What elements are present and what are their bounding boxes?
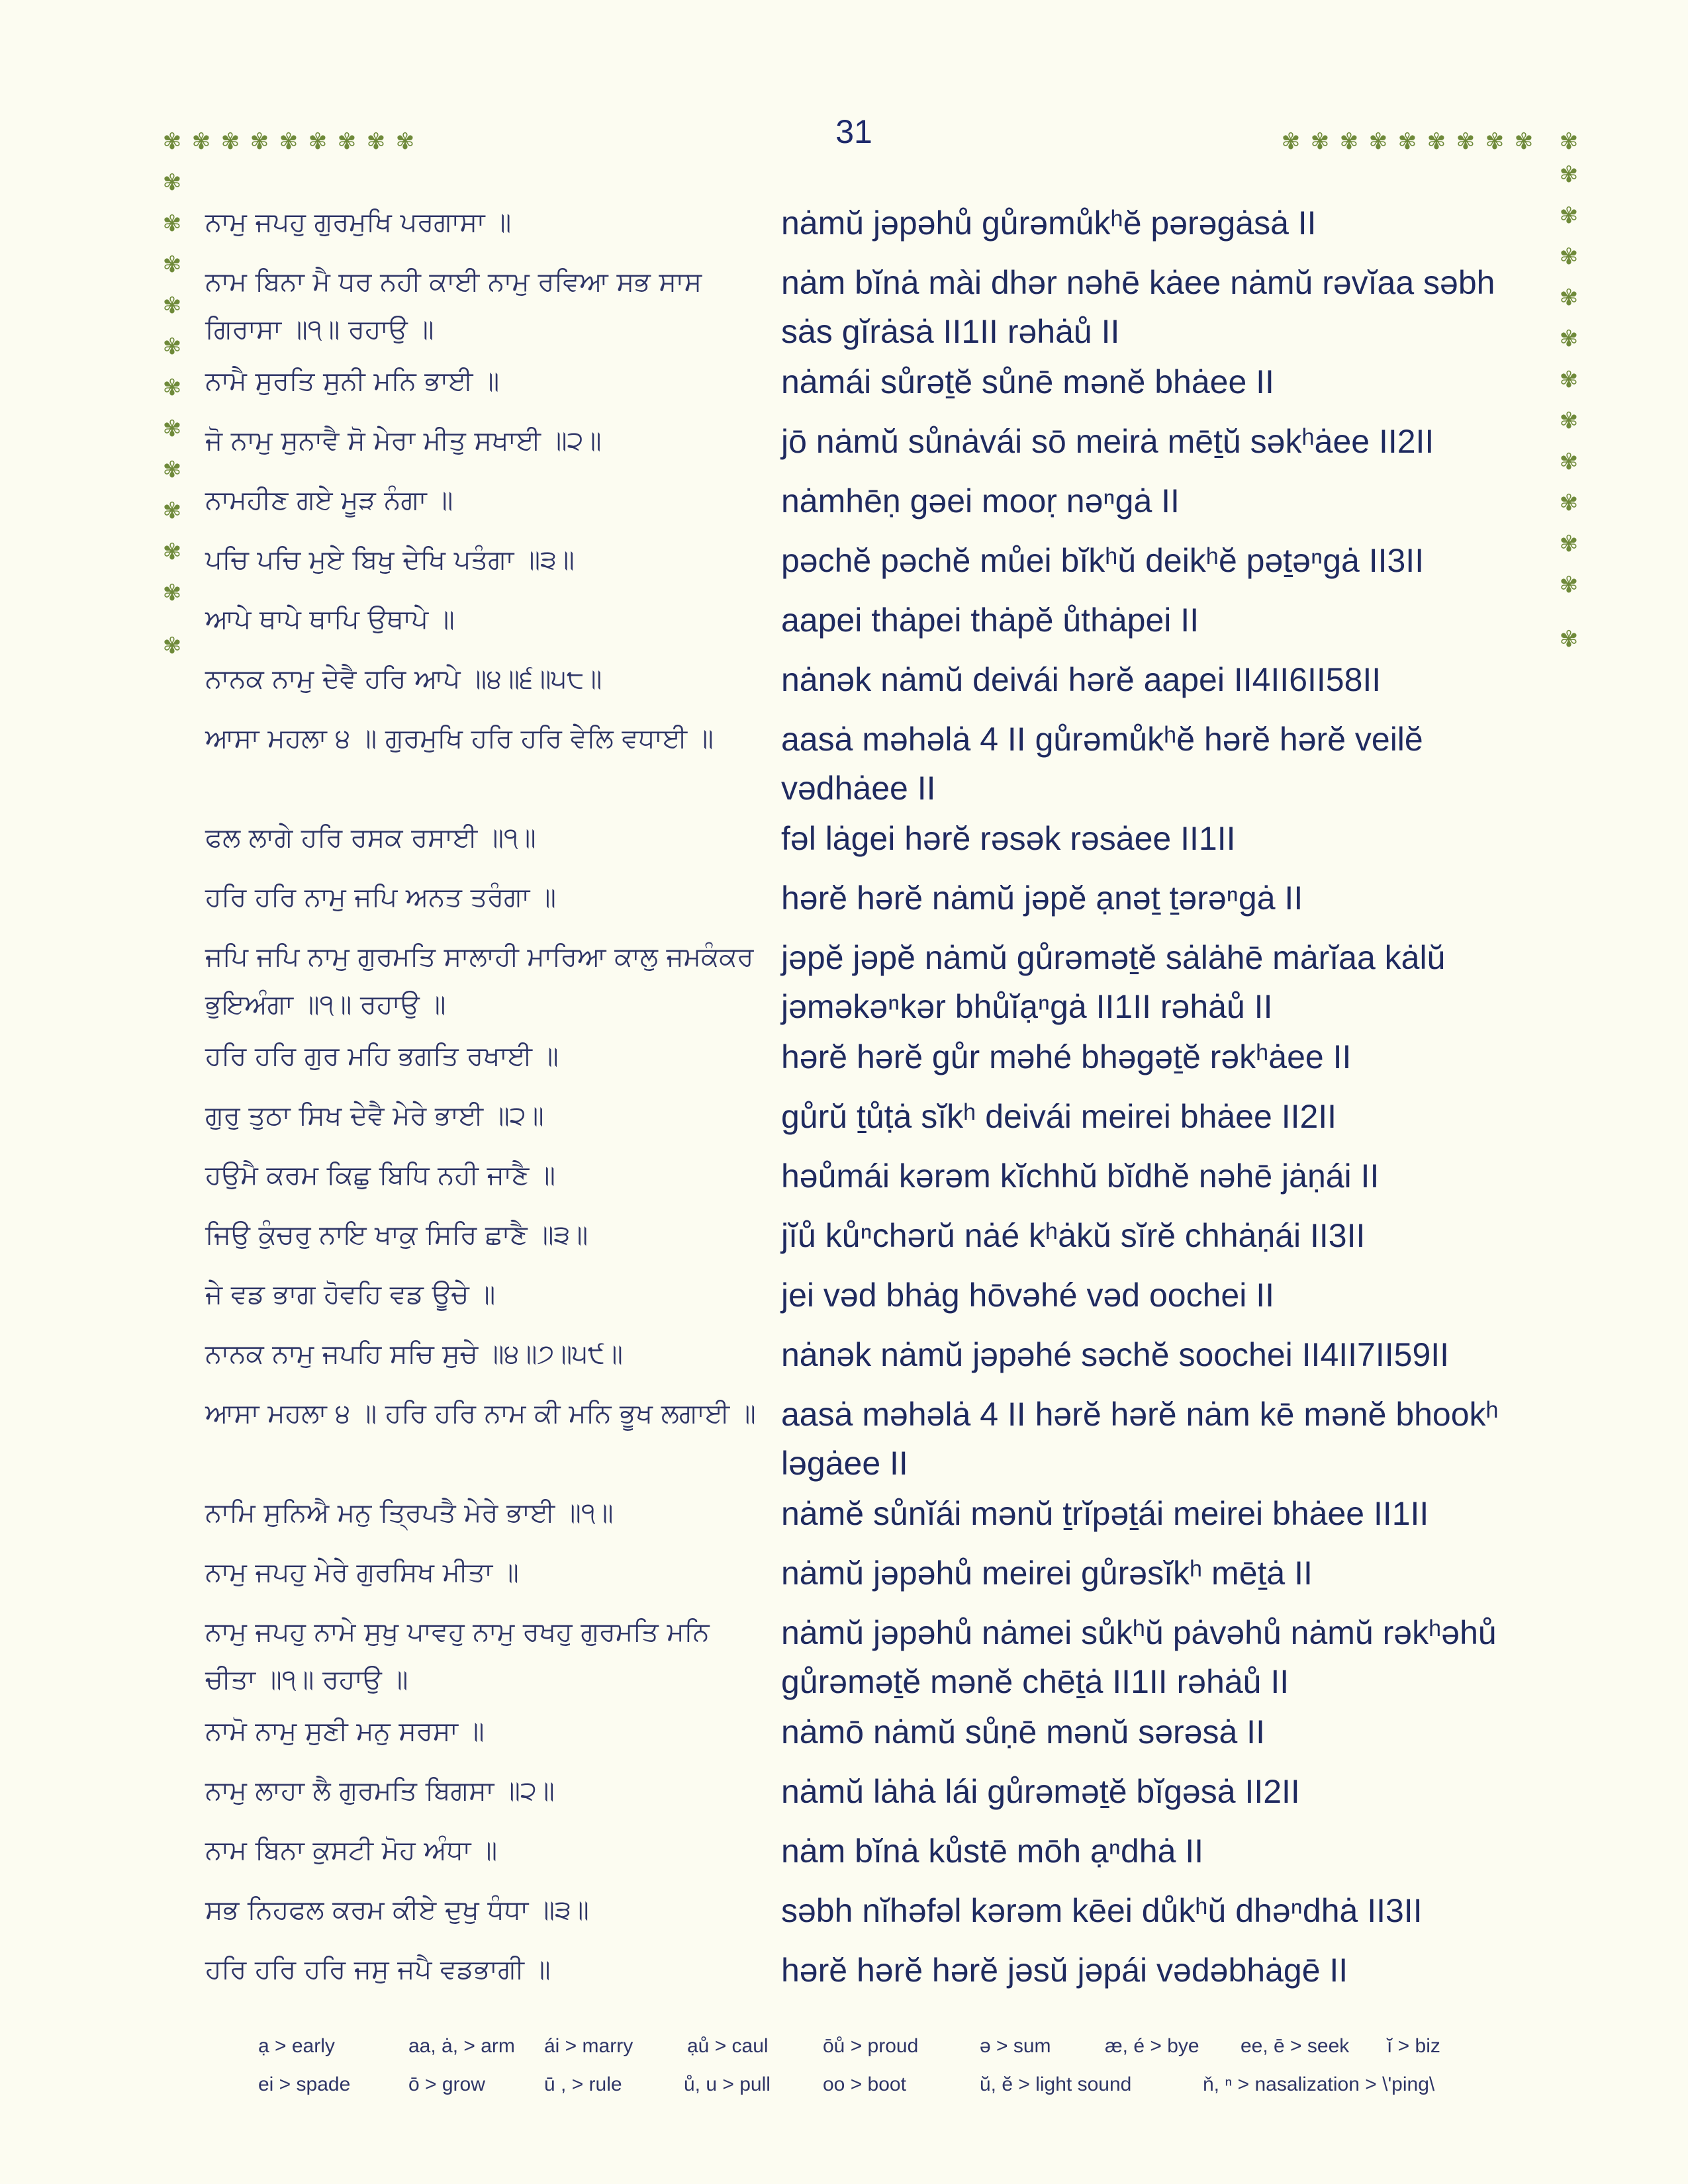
transliteration-line: nȧmŭ lȧhȧ lái gůrəməṯĕ bĭgəsȧ II2II (781, 1773, 1300, 1810)
transliteration-line: nȧmō nȧmŭ sůṇē mənŭ sərəsȧ II (781, 1713, 1265, 1751)
gurmukhi-line: ਫਲ ਲਾਗੇ ਹਰਿ ਰਸਕ ਰਸਾਈ ॥੧॥ (205, 823, 536, 853)
flower-icon: ✾ (1559, 128, 1579, 155)
legend-item: ə > sum (980, 2035, 1051, 2057)
transliteration-line: aapei thȧpei thȧpĕ ůthȧpei II (781, 602, 1199, 639)
transliteration-line: jĭů kůⁿchərŭ nȧé kʰȧkŭ sĭrĕ chhȧṇái II3II (781, 1217, 1366, 1254)
flower-icon: ✾ (337, 128, 357, 155)
flower-icon: ✾ (395, 128, 415, 155)
gurmukhi-line: ਨਾਮੁ ਜਪਹੁ ਗੁਰਮੁਖਿ ਪਰਗਾਸਾ ॥ (205, 207, 512, 238)
legend-item: ů, u > pull (684, 2073, 771, 2095)
page-number: 31 (835, 113, 872, 150)
gurmukhi-line: ਆਸਾ ਮਹਲਾ ੪ ॥ ਹਰਿ ਹਰਿ ਨਾਮ ਕੀ ਮਨਿ ਭੂਖ ਲਗਾਈ ॥ (205, 1398, 756, 1429)
flower-icon: ✾ (162, 251, 182, 278)
flower-icon: ✾ (162, 210, 182, 237)
legend-item: ei > spade (258, 2073, 351, 2095)
gurmukhi-line: ਆਸਾ ਮਹਲਾ ੪ ॥ ਗੁਰਮੁਖਿ ਹਰਿ ਹਰਿ ਵੇਲਿ ਵਧਾਈ ॥ (205, 723, 714, 754)
flower-icon: ✾ (1514, 128, 1534, 155)
transliteration-line: fəl lȧgei hərĕ rəsək rəsȧee II1II (781, 820, 1236, 857)
flower-icon: ✾ (1559, 531, 1579, 557)
legend-item: oo > boot (823, 2073, 906, 2095)
flower-icon: ✾ (1559, 326, 1579, 352)
flower-icon: ✾ (191, 128, 211, 155)
flower-icon: ✾ (1427, 128, 1446, 155)
transliteration-line: gůrŭ ṯůṭȧ sĭkʰ dеivái meirei bhȧee II2II (781, 1098, 1337, 1135)
flower-icon: ✾ (162, 580, 182, 606)
flower-icon: ✾ (279, 128, 299, 155)
legend-item: ĭ > biz (1387, 2035, 1440, 2057)
legend-item: æ, é > bye (1105, 2035, 1199, 2057)
transliteration-line: nȧm bĭnȧ mài dhər nəhē kȧee nȧmŭ rəvĭaa səbh sȧs gĭrȧsȧ II1II rəhȧů II (781, 264, 1495, 350)
legend-item: ạů > caul (687, 2035, 769, 2057)
gurmukhi-line: ਹਰਿ ਹਰਿ ਨਾਮੁ ਜਪਿ ਅਨਤ ਤਰੰਗਾ ॥ (205, 882, 556, 913)
gurmukhi-line: ਜੇ ਵਡ ਭਾਗ ਹੋਵਹਿ ਵਡ ਊਚੇ ॥ (205, 1279, 496, 1310)
transliteration-line: aasȧ məhəlȧ 4 II gůrəmůkʰĕ hərĕ hərĕ veilĕ vədhȧee II (781, 721, 1423, 807)
legend-row (258, 2073, 1516, 2112)
legend-row (258, 2035, 1516, 2073)
flower-icon: ✾ (1310, 128, 1330, 155)
gurmukhi-line: ਨਾਮਿ ਸੁਨਿਐ ਮਨੁ ਤ੍ਰਿਪਤੈ ਮੇਰੇ ਭਾਈ ॥੧॥ (205, 1498, 614, 1528)
gurmukhi-line: ਜਿਉ ਕੁੰਚਰੁ ਨਾਇ ਖਾਕੁ ਸਿਰਿ ਛਾਣੈ ॥੩॥ (205, 1220, 588, 1250)
transliteration-line: nȧmái sůrəṯĕ sůnē mənĕ bhȧee II (781, 363, 1274, 400)
gurmukhi-line: ਨਾਨਕ ਨਾਮੁ ਦੇਵੈ ਹਰਿ ਆਪੇ ॥੪॥੬॥੫੮॥ (205, 664, 602, 694)
gurmukhi-line: ਗੁਰੁ ਤੁਠਾ ਸਿਖ ਦੇਵੈ ਮੇਰੇ ਭਾਈ ॥੨॥ (205, 1101, 544, 1131)
gurmukhi-line: ਆਪੇ ਥਾਪੇ ਥਾਪਿ ਉਥਾਪੇ ॥ (205, 604, 455, 635)
legend-item: ū , > rule (544, 2073, 622, 2095)
legend-item: ái > marry (544, 2035, 633, 2057)
pronunciation-legend (258, 2035, 1516, 2112)
flower-icon: ✾ (366, 128, 386, 155)
flower-icon: ✾ (1559, 203, 1579, 229)
flower-icon: ✾ (162, 633, 182, 659)
transliteration-line: jō nȧmŭ sůnȧvái sō meirȧ mēṯŭ səkʰȧee II2II (781, 423, 1434, 460)
flower-icon: ✾ (162, 169, 182, 196)
gurmukhi-line: ਨਾਮੈ ਸੁਰਤਿ ਸੁਨੀ ਮਨਿ ਭਾਈ ॥ (205, 366, 500, 396)
flower-icon: ✾ (1397, 128, 1417, 155)
transliteration-line: hərĕ hərĕ hərĕ jəsŭ jəpái vədəbhȧgē II (781, 1952, 1348, 1989)
flower-icon: ✾ (1559, 285, 1579, 311)
legend-item: ạ > early (258, 2035, 335, 2057)
gurmukhi-line: ਨਾਮੋ ਨਾਮੁ ਸੁਣੀ ਮਨੁ ਸਰਸਾ ॥ (205, 1716, 485, 1747)
legend-item: ō > grow (408, 2073, 485, 2095)
flower-icon: ✾ (1339, 128, 1359, 155)
flower-icon: ✾ (1485, 128, 1505, 155)
flower-icon: ✾ (308, 128, 328, 155)
gurmukhi-line: ਪਚਿ ਪਚਿ ਮੁਏ ਬਿਖੁ ਦੇਖਿ ਪਤੰਗਾ ॥੩॥ (205, 545, 575, 575)
transliteration-line: jəpĕ jəpĕ nȧmŭ gůrəməṯĕ sȧlȧhē mȧrĭaa kȧlŭ jəməkəⁿkər bhůĭạⁿgȧ II1II rəhȧů II (781, 939, 1446, 1025)
transliteration-line: nȧnək nȧmŭ jəpəhé səchĕ soochei II4II7II59II (781, 1336, 1450, 1373)
gurmukhi-line: ਨਾਮੁ ਜਪਹੁ ਨਾਮੇ ਸੁਖੁ ਪਾਵਹੁ ਨਾਮੁ ਰਖਹੁ ਗੁਰਮਤਿ ਮਨਿ ਚੀਤਾ ॥੧॥ ਰਹਾਉ ॥ (205, 1617, 710, 1695)
gurmukhi-line: ਨਾਮਹੀਣ ਗਏ ਮੂੜ ਨੰਗਾ ॥ (205, 485, 453, 516)
flower-icon: ✾ (162, 334, 182, 360)
flower-icon: ✾ (1559, 244, 1579, 270)
gurmukhi-line: ਹਉਮੈ ਕਰਮ ਕਿਛੁ ਬਿਧਿ ਨਹੀ ਜਾਣੈ ॥ (205, 1160, 555, 1191)
gurmukhi-line: ਨਾਮ ਬਿਨਾ ਕੁਸਟੀ ਮੋਹ ਅੰਧਾ ॥ (205, 1835, 498, 1866)
transliteration-line: hərĕ hərĕ nȧmŭ jəpĕ ạnəṯ ṯərəⁿgȧ II (781, 880, 1303, 917)
transliteration-line: nȧmĕ sůnĭái mənŭ ṯrĭpəṯái meirei bhȧee II1II (781, 1495, 1429, 1532)
flower-icon: ✾ (1559, 572, 1579, 598)
flower-icon: ✾ (1559, 626, 1579, 653)
flower-icon: ✾ (1456, 128, 1476, 155)
flower-icon: ✾ (1559, 367, 1579, 393)
gurmukhi-line: ਹਰਿ ਹਰਿ ਗੁਰ ਮਹਿ ਭਗਤਿ ਰਖਾਈ ॥ (205, 1041, 559, 1071)
transliteration-line: aasȧ məhəlȧ 4 II hərĕ hərĕ nȧm kē mənĕ bhookʰ ləgȧee II (781, 1396, 1499, 1482)
flower-icon: ✾ (162, 457, 182, 483)
transliteration-line: nȧmhēṇ gəei mooṛ nəⁿgȧ II (781, 482, 1180, 520)
gurmukhi-line: ਨਾਮੁ ਲਾਹਾ ਲੈ ਗੁਰਮਤਿ ਬਿਗਸਾ ॥੨॥ (205, 1776, 555, 1806)
gurmukhi-line: ਜਪਿ ਜਪਿ ਨਾਮੁ ਗੁਰਮਤਿ ਸਾਲਾਹੀ ਮਾਰਿਆ ਕਾਲੁ ਜਮਕੰਕਰ ਭੁਇਅੰਗਾ ॥੧॥ ਰਹਾਉ ॥ (205, 942, 754, 1020)
transliteration-line: nȧm bĭnȧ kůstē mōh ạⁿdhȧ II (781, 1833, 1204, 1870)
flower-icon: ✾ (1559, 161, 1579, 188)
legend-item: ŭ, ĕ > light sound (980, 2073, 1132, 2095)
transliteration-line: nȧmŭ jəpəhů gůrəmůkʰĕ pərəgȧsȧ II (781, 205, 1317, 242)
flower-icon: ✾ (162, 128, 182, 155)
gurmukhi-line: ਹਰਿ ਹਰਿ ਹਰਿ ਜਸੁ ਜਪੈ ਵਡਭਾਗੀ ॥ (205, 1954, 551, 1985)
legend-item: ň, ⁿ > nasalization > \'ping\ (1203, 2073, 1435, 2095)
flower-icon: ✾ (162, 416, 182, 442)
gurmukhi-line: ਸਭ ਨਿਹਫਲ ਕਰਮ ਕੀਏ ਦੁਖੁ ਧੰਧਾ ॥੩॥ (205, 1895, 589, 1925)
transliteration-line: jei vəd bhȧg hōvəhé vəd oochei II (781, 1277, 1274, 1314)
gurmukhi-line: ਜੋ ਨਾਮੁ ਸੁਨਾਵੈ ਸੋ ਮੇਰਾ ਮੀਤੁ ਸਖਾਈ ॥੨॥ (205, 426, 602, 456)
flower-icon: ✾ (162, 539, 182, 565)
legend-item: aa, ȧ, > arm (408, 2035, 515, 2057)
transliteration-line: həůmái kərəm kĭchhŭ bĭdhĕ nəhē jȧṇái II (781, 1158, 1380, 1195)
flower-icon: ✾ (220, 128, 240, 155)
flower-icon: ✾ (1559, 408, 1579, 434)
legend-item: ōů > proud (823, 2035, 919, 2057)
gurmukhi-line: ਨਾਮ ਬਿਨਾ ਮੈ ਧਰ ਨਹੀ ਕਾਈ ਨਾਮੁ ਰਵਿਆ ਸਭ ਸਾਸ ਗਿਰਾਸਾ ॥੧॥ ਰਹਾਉ ॥ (205, 267, 702, 345)
transliteration-line: pəchĕ pəchĕ můei bĭkʰŭ dеikʰĕ pəṯəⁿgȧ II3II (781, 542, 1425, 579)
flower-icon: ✾ (162, 375, 182, 401)
flower-icon: ✾ (1559, 449, 1579, 475)
transliteration-line: səbh nĭhəfəl kərəm kēei důkʰŭ dhəⁿdhȧ II3II (781, 1892, 1423, 1929)
flower-icon: ✾ (162, 498, 182, 524)
flower-icon: ✾ (162, 293, 182, 319)
transliteration-line: nȧmŭ jəpəhů nȧmei sůkʰŭ pȧvəhů nȧmŭ rəkʰəhů gůrəməṯĕ mənĕ chēṯȧ II1II rəhȧů II (781, 1614, 1497, 1700)
transliteration-line: nȧnək nȧmŭ dеivái hərĕ aapei II4II6II58II (781, 661, 1382, 698)
transliteration-line: hərĕ hərĕ gůr məhé bhəgəṯĕ rəkʰȧee II (781, 1038, 1352, 1075)
flower-icon: ✾ (1281, 128, 1301, 155)
flower-icon: ✾ (250, 128, 269, 155)
gurmukhi-line: ਨਾਮੁ ਜਪਹੁ ਮੇਰੇ ਗੁਰਸਿਖ ਮੀਤਾ ॥ (205, 1557, 519, 1588)
flower-icon: ✾ (1368, 128, 1388, 155)
flower-icon: ✾ (1559, 490, 1579, 516)
legend-item: ee, ē > seek (1241, 2035, 1350, 2057)
transliteration-line: nȧmŭ jəpəhů meirei gůrəsĭkʰ mēṯȧ II (781, 1555, 1313, 1592)
gurmukhi-line: ਨਾਨਕ ਨਾਮੁ ਜਪਹਿ ਸਚਿ ਸੁਚੇ ॥੪॥੭॥੫੯॥ (205, 1339, 623, 1369)
